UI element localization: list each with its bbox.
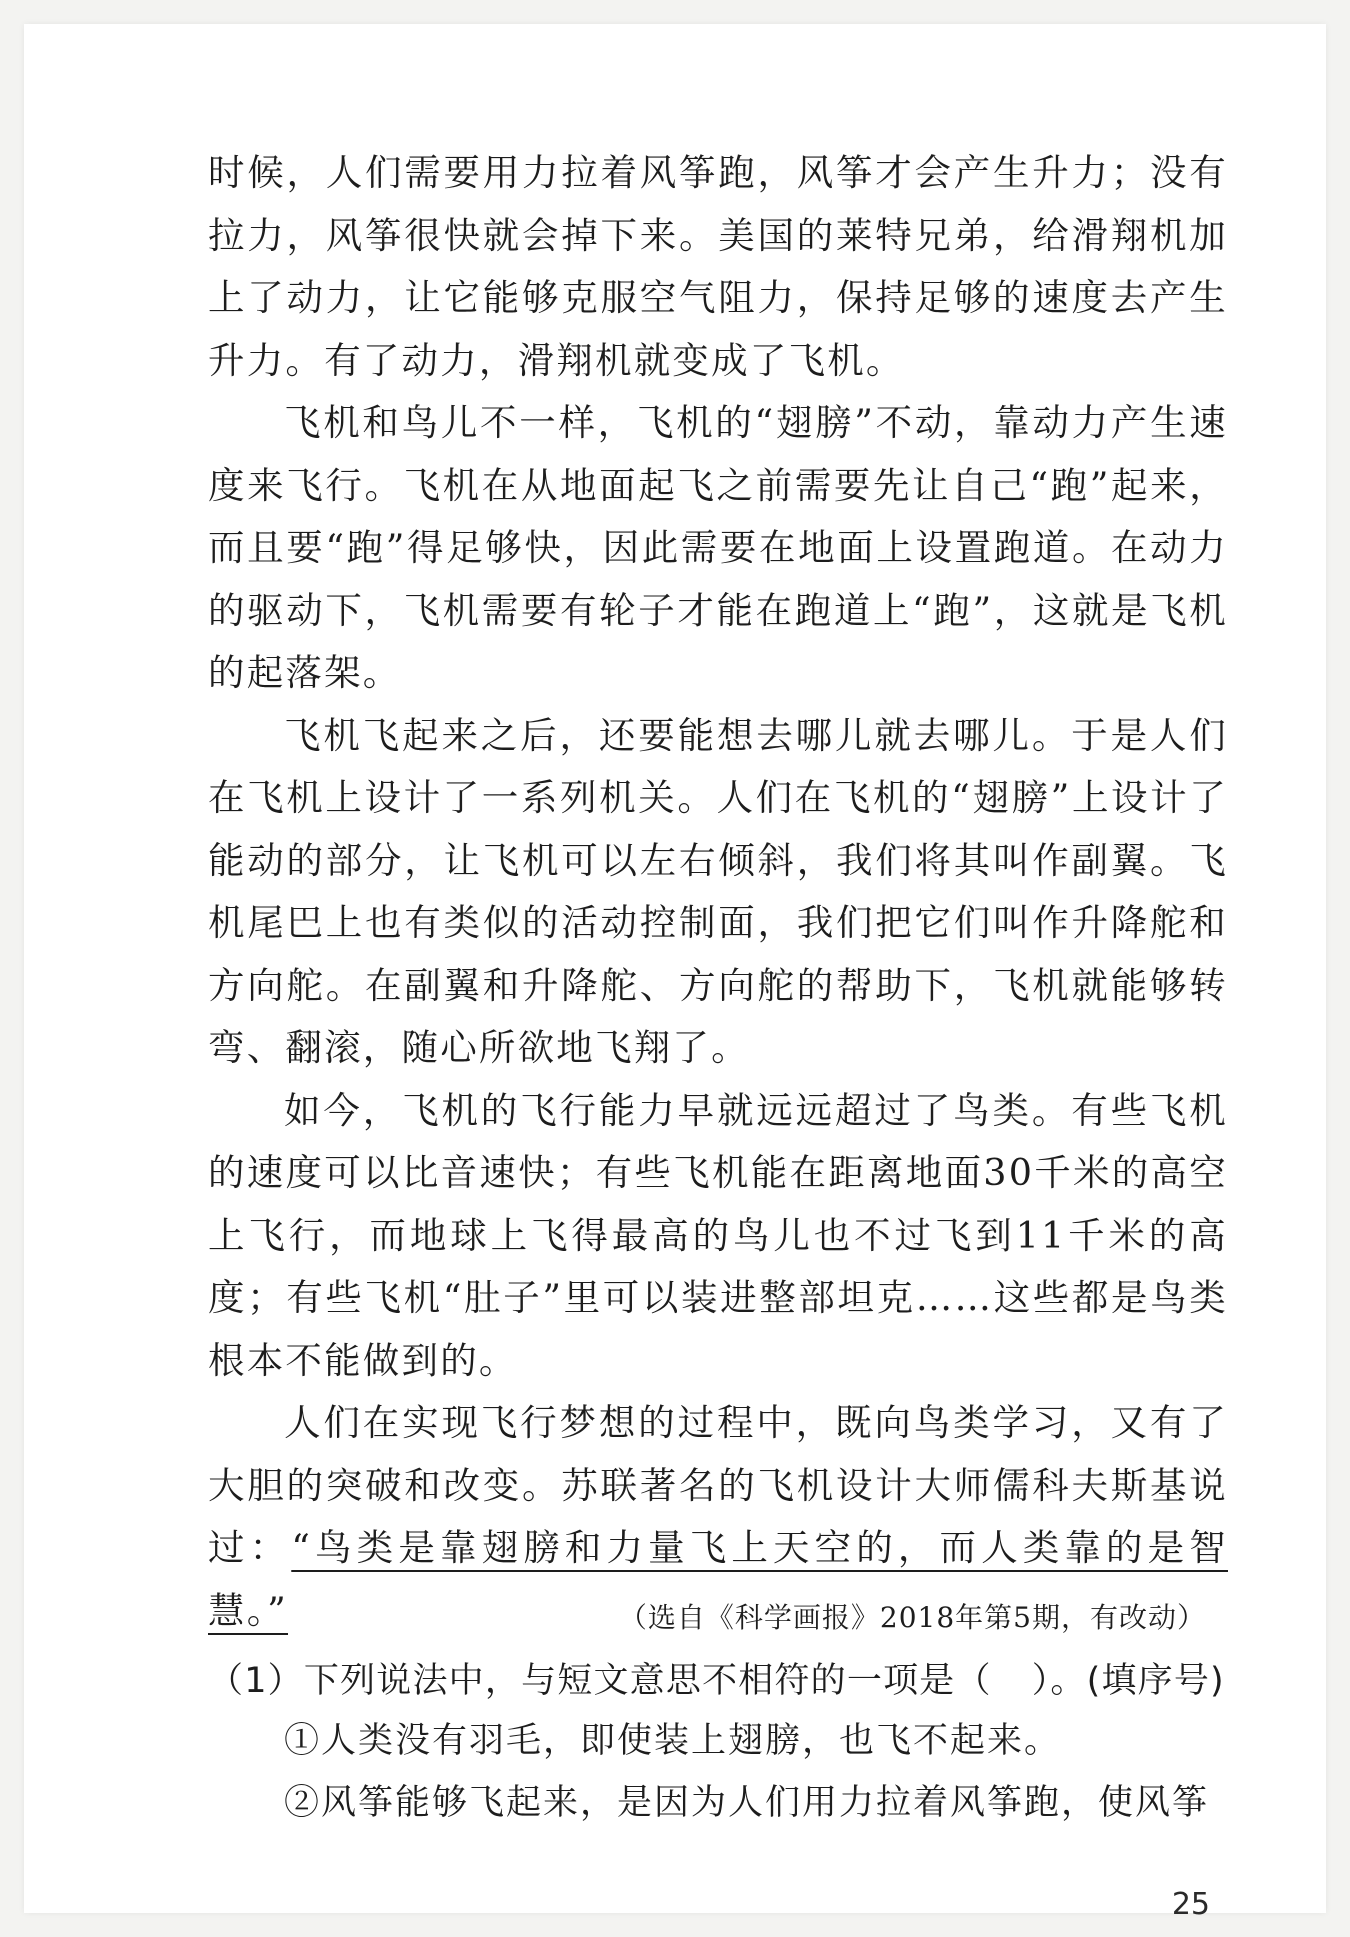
paragraph-2: 飞机和鸟儿不一样，飞机的“翅膀”不动，靠动力产生速度来飞行。飞机在从地面起飞之前需要先让自己“跑”起来，而且要“跑”得足够快，因此需要在地面上设置跑道。在动力的驱动下，飞机需要有轮子才能在跑道上“跑”，这就是飞机的起落架。 bbox=[208, 401, 1228, 694]
option-1: ①人类没有羽毛，即使装上翅膀，也飞不起来。 bbox=[284, 1721, 1062, 1761]
question-stem: 下列说法中，与短文意思不相符的一项是（ bbox=[303, 1661, 992, 1701]
question-number: （1） bbox=[208, 1661, 304, 1701]
article-body bbox=[208, 142, 1228, 1642]
underlined-quote: “鸟类是靠翅膀和力量飞上天空的，而人类靠的是智慧。” bbox=[208, 1526, 1228, 1632]
question-1 bbox=[208, 1652, 1228, 1710]
paragraph-4: 如今，飞机的飞行能力早就远远超过了鸟类。有些飞机的速度可以比音速快；有些飞机能在距离地面30千米的高空上飞行，而地球上飞得最高的鸟儿也不过飞到11千米的高度；有些飞机“肚子”里可以装进整部坦克……这些都是鸟类根本不能做到的。 bbox=[208, 1088, 1228, 1382]
question-stem-end: ）。(填序号) bbox=[1031, 1661, 1225, 1701]
option-2: ②风筝能够飞起来，是因为人们用力拉着风筝跑，使风筝 bbox=[284, 1783, 1210, 1823]
page-number: 25 bbox=[1171, 1887, 1210, 1922]
paragraph-5-text: 人们在实现飞行梦想的过程中，既向鸟类学习，又有了大胆的突破和改变。苏联著名的飞机设计大师儒科夫斯基说过： bbox=[208, 1401, 1228, 1569]
document-page bbox=[24, 24, 1326, 1922]
question-section bbox=[208, 1652, 1228, 1834]
paragraph-3: 飞机飞起来之后，还要能想去哪儿就去哪儿。于是人们在飞机上设计了一系列机关。人们在飞机的“翅膀”上设计了能动的部分，让飞机可以左右倾斜，我们将其叫作副翼。飞机尾巴上也有类似的活动控制面，我们把它们叫作升降舵和方向舵。在副翼和升降舵、方向舵的帮助下，飞机就能够转弯、翻滚，随心所欲地飞翔了。 bbox=[208, 713, 1228, 1069]
source-citation: （选自《科学画报》2018年第5期，有改动） bbox=[618, 1601, 1206, 1634]
paragraph-1: 时候，人们需要用力拉着风筝跑，风筝才会产生升力；没有拉力，风筝很快就会掉下来。美国的莱特兄弟，给滑翔机加上了动力，让它能够克服空气阻力，保持足够的速度去产生升力。有了动力，滑翔机就变成了飞机。 bbox=[208, 151, 1228, 382]
